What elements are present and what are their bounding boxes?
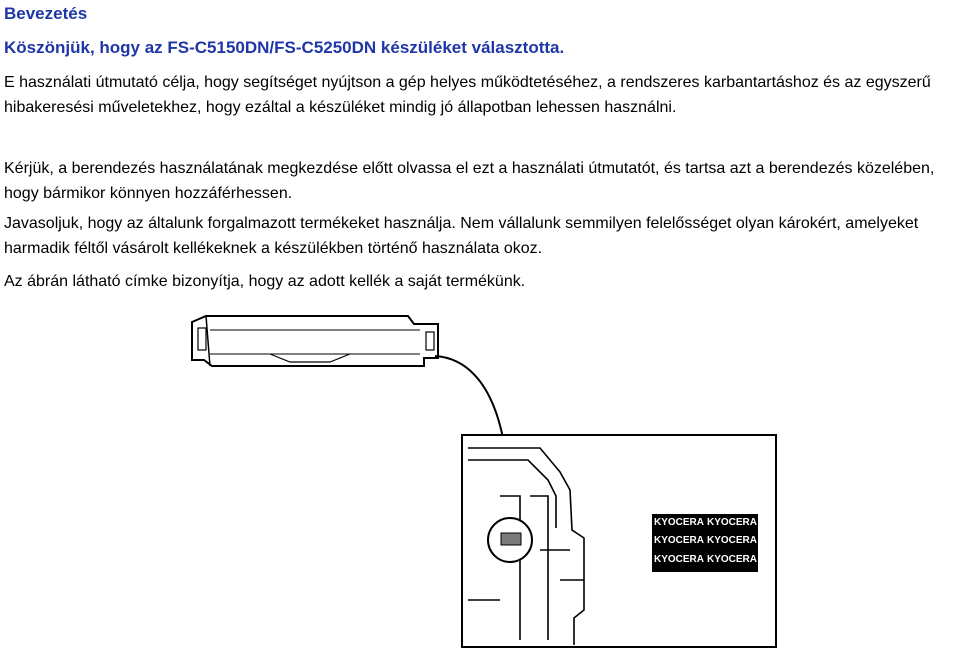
label-brand-text: KYOCERA [707, 535, 758, 546]
label-brand-text: KYOCERA [654, 535, 705, 546]
label-brand-text: KYOCERA [654, 517, 705, 528]
label-position-marker [501, 533, 521, 545]
paragraph-genuine-supplies: Javasoljuk, hogy az általunk forgalmazott termékeket használja. Nem vállalunk semmilyen felelősséget olyan károkért, amelyeket harmadik féltől vásárolt kellékeknek a készülékben történő használata okoz. [4, 215, 919, 257]
kyocera-label [652, 514, 758, 572]
toner-cartridge-drawing [192, 316, 438, 366]
toner-label-illustration [0, 300, 959, 650]
label-brand-text: KYOCERA [707, 517, 758, 528]
label-brand-text: KYOCERA [707, 554, 758, 565]
paragraph-label-info: Az ábrán látható címke bizonyítja, hogy az adott kellék a saját termékünk. [4, 273, 526, 290]
paragraph-read-before-use: Kérjük, a berendezés használatának megkezdése előtt olvassa el ezt a használati útmutatót, és tartsa azt a berendezés közelében, hogy bármikor könnyen hozzáférhessen. [4, 160, 935, 202]
paragraph-purpose: E használati útmutató célja, hogy segítséget nyújtson a gép helyes működtetéséhez, a rendszeres karbantartáshoz és az egyszerű hibakeresési műveletekhez, hogy ezáltal a készüléket mindig jó állapotban lehessen használni. [4, 74, 931, 116]
page-subheading: Köszönjük, hogy az FS-C5150DN/FS-C5250DN készüléket választotta. [4, 38, 565, 57]
label-brand-text: KYOCERA [654, 554, 705, 565]
page-heading: Bevezetés [4, 4, 88, 23]
